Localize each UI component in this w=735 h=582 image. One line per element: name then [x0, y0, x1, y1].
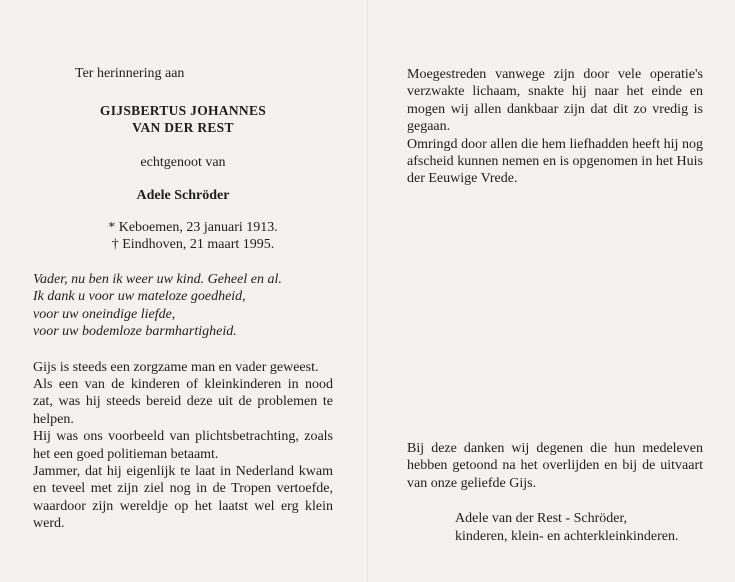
signature-line2: kinderen, klein- en achterkleinkinderen. [455, 528, 679, 544]
deceased-name [33, 102, 333, 136]
birth-date: * Keboemen, 23 januari 1913. [108, 220, 278, 235]
deceased-name-line2: VAN DER REST [132, 120, 234, 135]
intro-text: Ter herinnering aan [75, 66, 185, 81]
biography-paragraph: Gijs is steeds een zorgzame man en vader geweest. [33, 359, 319, 375]
poem-line: voor uw bodemloze barmhartigheid. [33, 324, 237, 340]
thanks-section [407, 440, 703, 545]
right-paragraph: Moegestreden vanwege zijn door vele operatie's verzwakte lichaam, snakte hij naar het einde en mogen wij allen dankbaar zijn dat dit zo vredig is gegaan. [407, 67, 703, 135]
poem-line: voor uw oneindige liefde, [33, 306, 176, 322]
life-dates [33, 219, 333, 253]
spouse-name: Adele Schröder [136, 188, 230, 203]
signature [407, 510, 703, 545]
biography-paragraph: Hij was ons voorbeeld van plichtsbetrachting, zoals het een goed politieman betaamt. [33, 429, 333, 462]
poem-line: Vader, nu ben ik weer uw kind. Geheel en al. [33, 272, 282, 287]
relation-text: echtgenoot van [140, 155, 226, 170]
card-fold-line [367, 0, 368, 582]
deceased-name-line1: GIJSBERTUS JOHANNES [99, 103, 267, 118]
right-paragraph: Omringd door allen die hem liefhadden heeft hij nog afscheid kunnen nemen en is opgenomen in het Huis der Eeuwige Vrede. [407, 136, 703, 187]
biography-paragraph: Jammer, dat hij eigenlijk te laat in Nederland kwam en teveel met zijn ziel nog in de Tropen vertoefde, waardoor zijn wereldje op het laatst wel erg klein werd. [33, 464, 333, 532]
poem [33, 271, 333, 341]
thanks-text: Bij deze danken wij degenen die hun medeleven hebben getoond na het overlijden en bij de uitvaart van onze geliefde Gijs. [407, 441, 703, 491]
poem-line: Ik dank u voor uw mateloze goedheid, [33, 289, 246, 305]
signature-line1: Adele van der Rest - Schröder, [455, 511, 628, 527]
biography-paragraph: Als een van de kinderen of kleinkinderen in nood zat, was hij steeds bereid deze uit de problemen te helpen. [33, 377, 333, 427]
right-panel [407, 66, 703, 188]
death-date: † Eindhoven, 21 maart 1995. [111, 237, 275, 252]
left-panel [33, 66, 333, 533]
biography [33, 359, 333, 533]
